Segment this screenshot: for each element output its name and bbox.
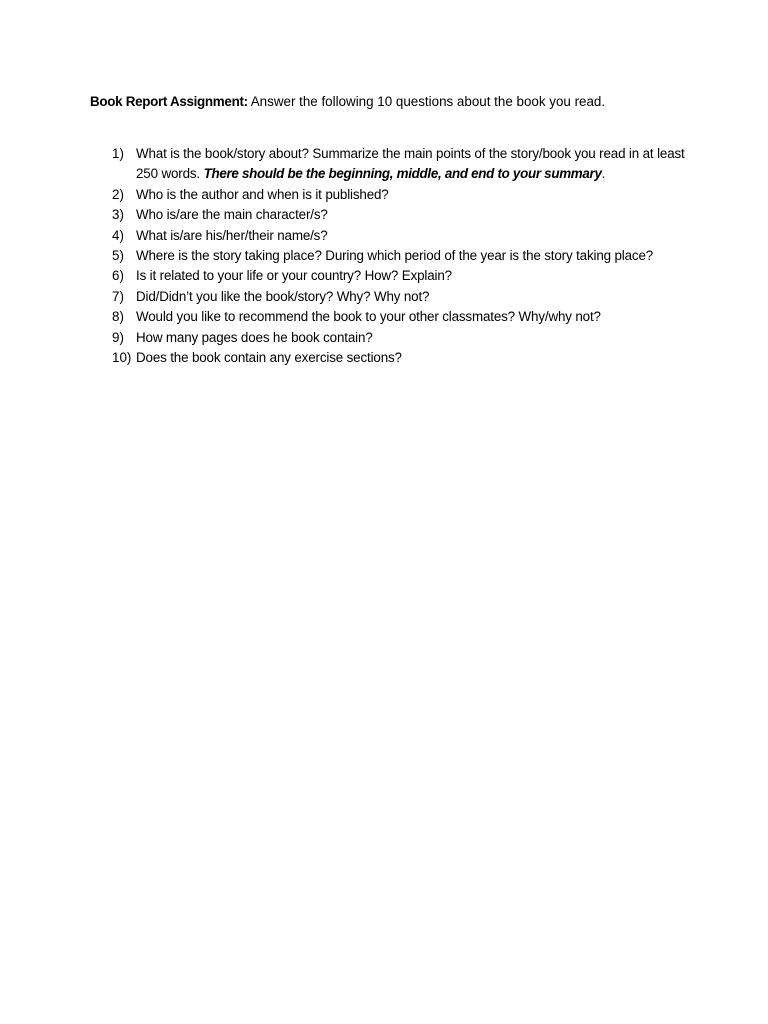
question-text-main: What is the book/story about? Summarize the main points of the story/book you read in at least 250 words. [136, 146, 685, 182]
question-number: 2) [112, 186, 124, 202]
question-text: How many pages does he book contain? [136, 329, 373, 345]
question-emphasis: There should be the beginning, middle, and end to your summary [203, 166, 602, 182]
question-text: Does the book contain any exercise sections? [136, 350, 402, 366]
question-text [136, 144, 692, 185]
question-text: Is it related to your life or your country? How? Explain? [136, 268, 452, 284]
question-text: Would you like to recommend the book to your other classmates? Why/why not? [136, 309, 601, 325]
question-item-3 [112, 205, 692, 225]
question-text: Did/Didn’t you like the book/story? Why? Why not? [136, 288, 430, 304]
question-number: 8) [112, 309, 124, 325]
question-number: 5) [112, 248, 124, 264]
question-item-7 [112, 287, 692, 307]
question-item-1 [112, 144, 692, 185]
question-number: 10) [112, 350, 132, 366]
question-item-9 [112, 328, 692, 348]
question-item-4 [112, 226, 692, 246]
question-suffix: . [601, 166, 606, 182]
question-item-5 [112, 246, 692, 266]
question-item-8 [112, 307, 692, 327]
question-text: Where is the story taking place? During which period of the year is the story taking place? [136, 248, 654, 264]
question-item-2 [112, 185, 692, 205]
question-number: 4) [112, 227, 124, 243]
question-number: 9) [112, 329, 124, 345]
question-number: 1) [112, 146, 124, 161]
question-item-6 [112, 266, 692, 286]
question-text: Who is/are the main character/s? [136, 207, 328, 223]
heading-instruction: Answer the following 10 questions about the book you read. [247, 94, 606, 109]
question-number: 3) [112, 207, 124, 223]
question-text: Who is the author and when is it published? [136, 186, 389, 202]
question-number: 6) [112, 268, 124, 284]
heading-label: Book Report Assignment: [90, 94, 248, 109]
question-list [112, 144, 692, 368]
question-text: What is/are his/her/their name/s? [136, 227, 328, 243]
question-item-10 [112, 348, 692, 368]
assignment-heading [90, 92, 710, 112]
question-number: 7) [112, 288, 124, 304]
